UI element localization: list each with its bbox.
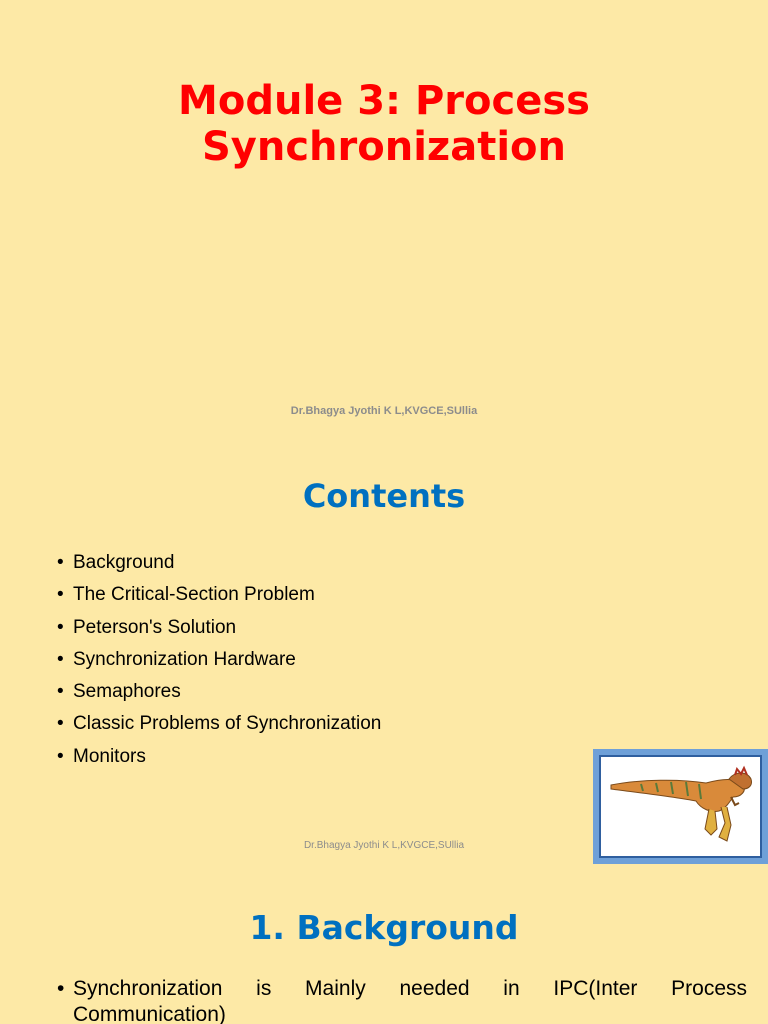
dinosaur-icon — [601, 757, 760, 856]
slide-background — [0, 880, 768, 1024]
slide-title-heading — [0, 78, 768, 170]
paragraph-line-2: Communication) — [73, 1003, 226, 1024]
bullet-icon: • — [57, 681, 64, 703]
bullet-icon: • — [57, 648, 64, 670]
bullet-icon: • — [57, 616, 64, 638]
background-paragraph — [57, 976, 747, 1024]
bullet-icon: • — [57, 552, 64, 573]
bullet-icon: • — [57, 713, 64, 735]
slide-contents — [0, 455, 768, 865]
list-item: • Monitors — [57, 741, 381, 773]
slide-footer: Dr.Bhagya Jyothi K L,KVGCE,SUllia — [303, 840, 465, 851]
title-line-2: Synchronization — [201, 124, 566, 170]
title-line-1: Module 3: Process — [178, 78, 590, 124]
slide-footer: Dr.Bhagya Jyothi K L,KVGCE,SUllia — [290, 405, 478, 417]
list-item: • Peterson's Solution — [57, 612, 381, 644]
list-item: • Synchronization Hardware — [57, 644, 381, 676]
background-heading: 1. Background — [249, 908, 519, 947]
dinosaur-image-frame — [593, 749, 768, 864]
list-item: • Semaphores — [57, 676, 381, 708]
bullet-icon: • — [57, 745, 64, 767]
list-item: • Classic Problems of Synchronization — [57, 708, 381, 740]
contents-heading: Contents — [302, 477, 466, 515]
paragraph-line-1: Synchronization is Mainly needed in IPC(Inter Process — [73, 977, 747, 1000]
slide-title — [0, 0, 768, 440]
bullet-icon: • — [57, 977, 65, 1000]
contents-list — [57, 547, 381, 773]
bullet-icon: • — [57, 584, 64, 606]
list-item: • The Critical-Section Problem — [57, 579, 381, 611]
list-item: • Background — [57, 547, 381, 579]
